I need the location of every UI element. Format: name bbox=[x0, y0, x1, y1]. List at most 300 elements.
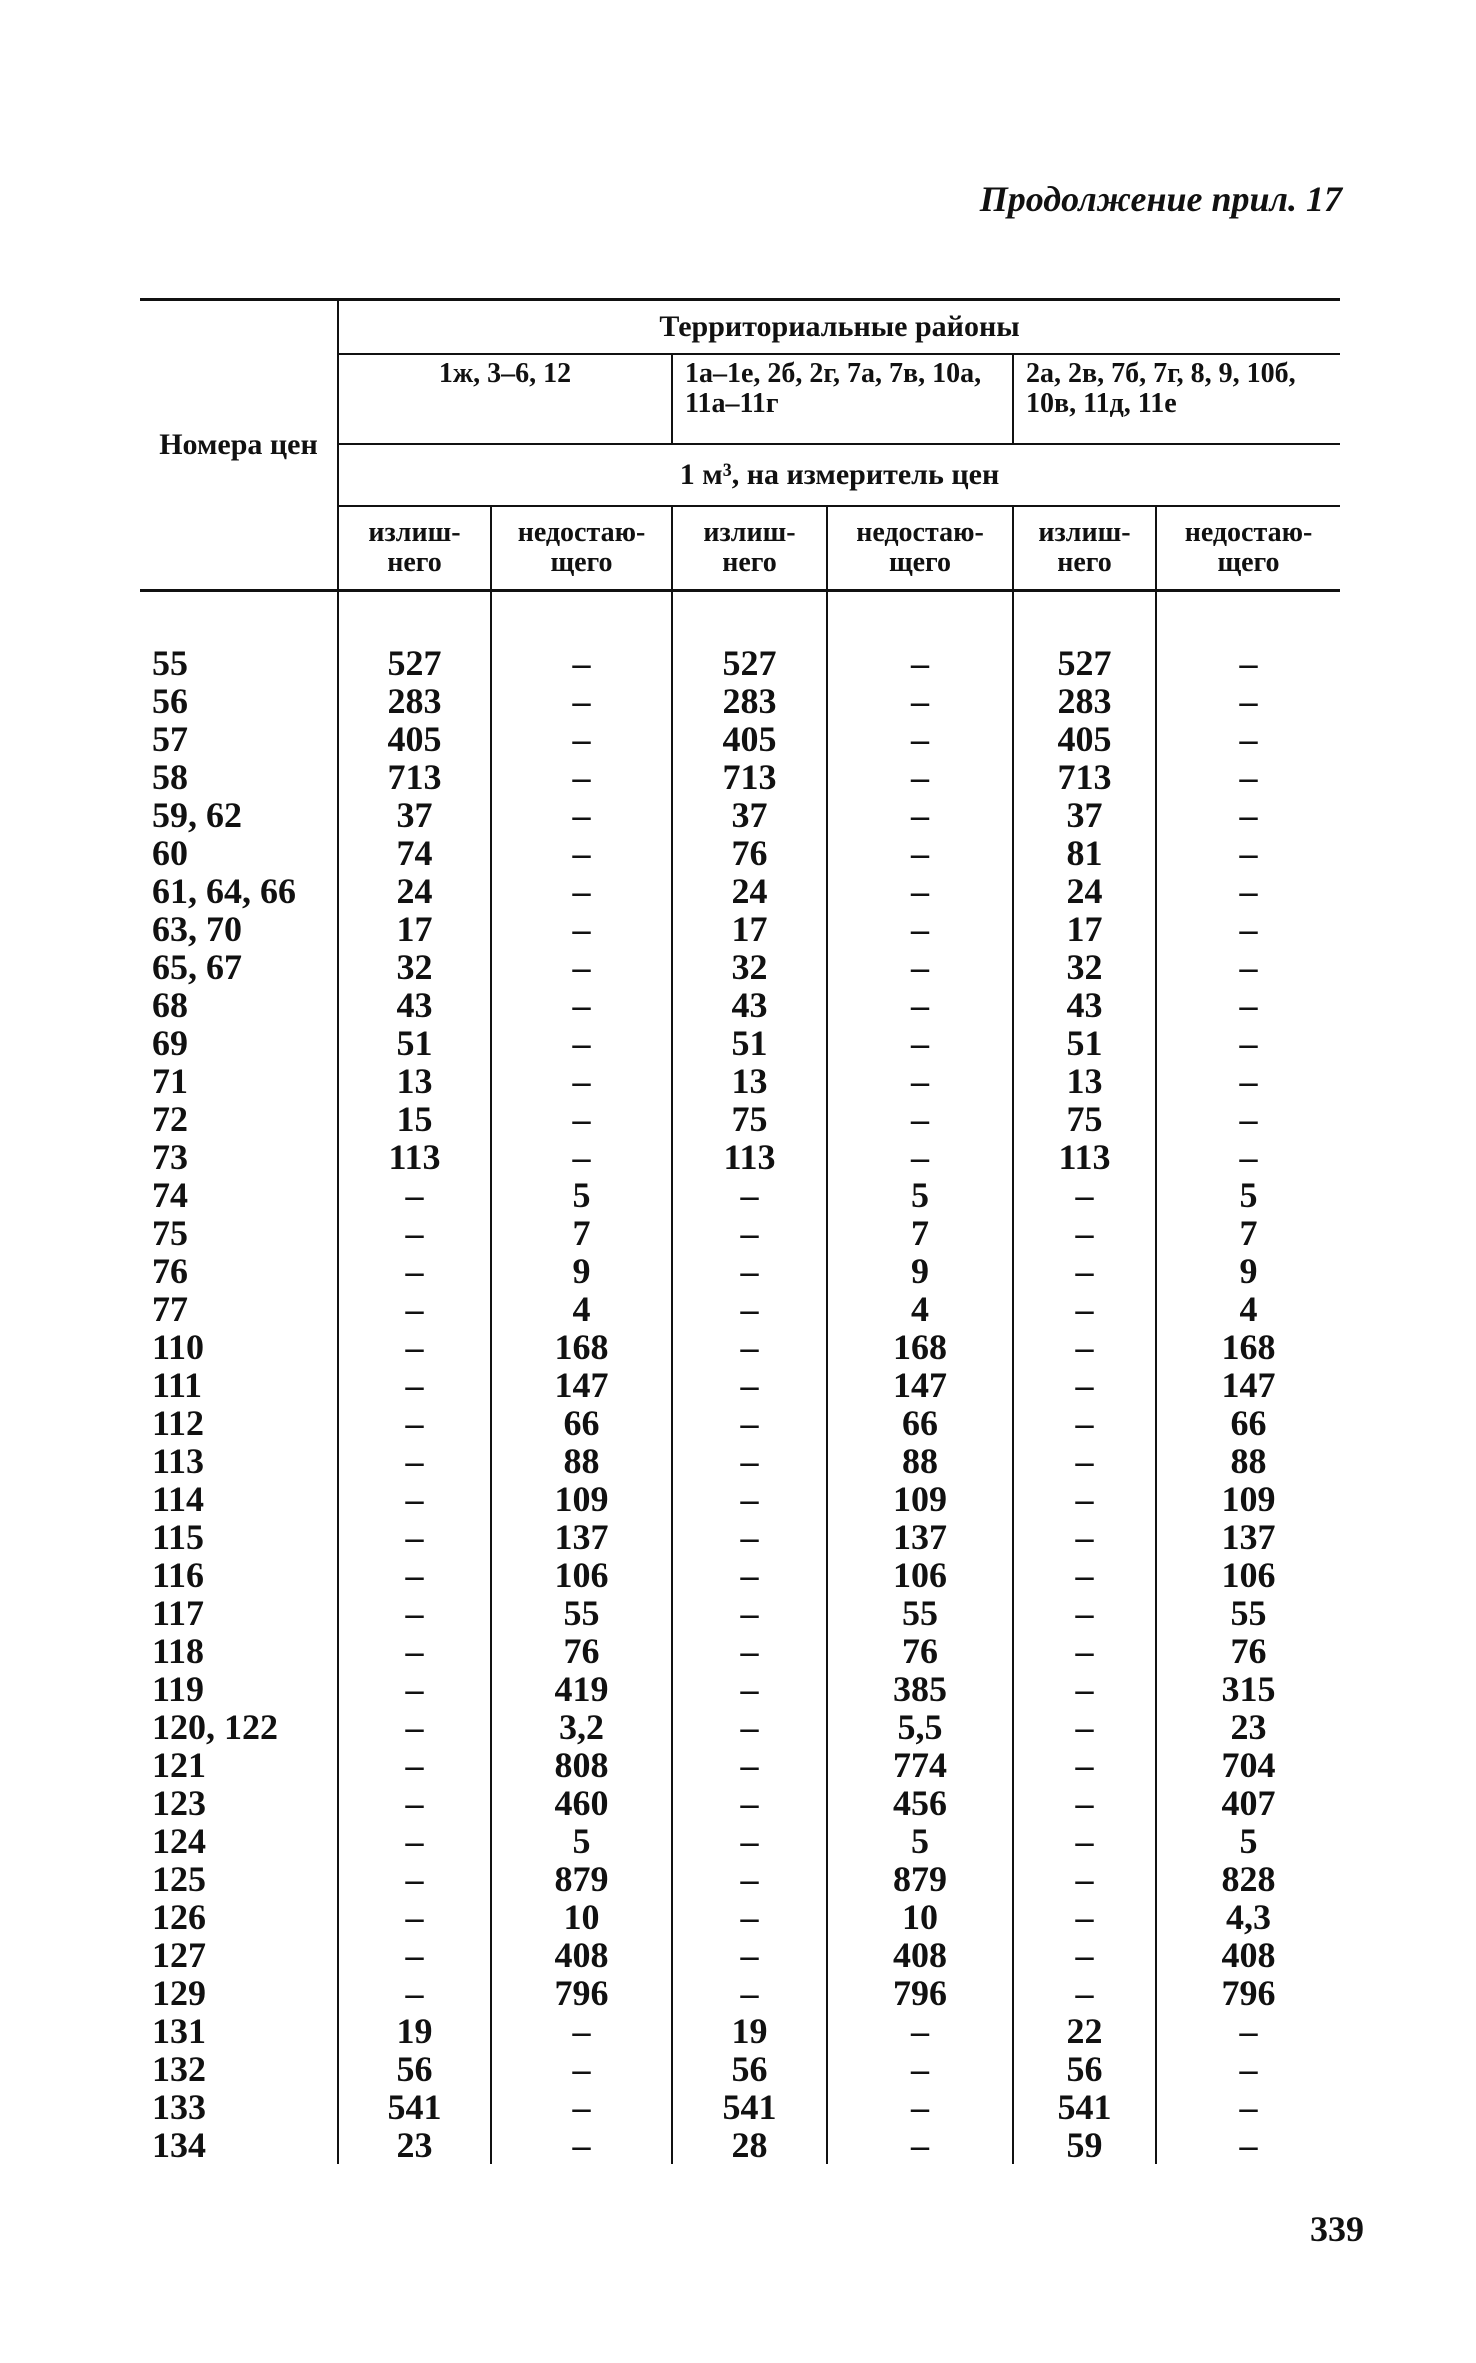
value-cell: 55 bbox=[491, 1594, 672, 1632]
value-cell: – bbox=[672, 1974, 827, 2012]
value-cell: 408 bbox=[491, 1936, 672, 1974]
value-cell: 713 bbox=[672, 758, 827, 796]
value-cell: – bbox=[491, 1024, 672, 1062]
value-cell: – bbox=[1013, 1860, 1156, 1898]
value-cell: 37 bbox=[1013, 796, 1156, 834]
value-cell: – bbox=[1013, 1822, 1156, 1860]
value-cell: 109 bbox=[827, 1480, 1013, 1518]
value-cell: – bbox=[1156, 682, 1340, 720]
price-number-cell: 68 bbox=[152, 985, 188, 1025]
value-cell: 4,3 bbox=[1156, 1898, 1340, 1936]
value-cell: – bbox=[1156, 872, 1340, 910]
value-cell: 55 bbox=[1156, 1594, 1340, 1632]
group-header: Территориальные районы bbox=[338, 300, 1340, 355]
value-cell: – bbox=[1156, 1138, 1340, 1176]
value-cell: 109 bbox=[491, 1480, 672, 1518]
value-cell: 283 bbox=[338, 682, 491, 720]
value-cell: – bbox=[1013, 1936, 1156, 1974]
value-cell: – bbox=[1013, 1594, 1156, 1632]
value-cell: 879 bbox=[827, 1860, 1013, 1898]
value-cell: 9 bbox=[827, 1252, 1013, 1290]
value-cell: 88 bbox=[1156, 1442, 1340, 1480]
value-cell: – bbox=[672, 1176, 827, 1214]
page-number: 339 bbox=[1310, 2209, 1364, 2249]
value-cell: – bbox=[672, 1328, 827, 1366]
price-number-cell: 60 bbox=[152, 833, 188, 873]
value-cell: 17 bbox=[1013, 910, 1156, 948]
table-row bbox=[140, 1214, 1340, 1252]
value-cell: – bbox=[672, 1556, 827, 1594]
value-cell: 527 bbox=[1013, 644, 1156, 682]
value-cell: 147 bbox=[491, 1366, 672, 1404]
value-cell: – bbox=[672, 1632, 827, 1670]
value-cell: 22 bbox=[1013, 2012, 1156, 2050]
value-cell: – bbox=[338, 1252, 491, 1290]
price-number-cell: 72 bbox=[152, 1099, 188, 1139]
value-cell: – bbox=[1156, 1100, 1340, 1138]
table-row bbox=[140, 1708, 1340, 1746]
value-cell: – bbox=[338, 1898, 491, 1936]
value-cell: 137 bbox=[827, 1518, 1013, 1556]
value-cell: 23 bbox=[338, 2126, 491, 2164]
price-number-cell: 115 bbox=[152, 1517, 205, 1557]
value-cell: 17 bbox=[338, 910, 491, 948]
value-cell: 5 bbox=[827, 1822, 1013, 1860]
value-cell: – bbox=[827, 758, 1013, 796]
value-cell: – bbox=[1156, 986, 1340, 1024]
value-cell: – bbox=[672, 1252, 827, 1290]
value-cell: 28 bbox=[672, 2126, 827, 2164]
price-number-cell: 126 bbox=[152, 1897, 206, 1937]
value-cell: – bbox=[1156, 2050, 1340, 2088]
value-cell: – bbox=[491, 2088, 672, 2126]
value-cell: 66 bbox=[491, 1404, 672, 1442]
value-cell: 19 bbox=[672, 2012, 827, 2050]
price-number-cell: 74 bbox=[152, 1175, 188, 1215]
value-cell: 147 bbox=[827, 1366, 1013, 1404]
value-cell: – bbox=[1013, 1328, 1156, 1366]
table-row bbox=[140, 1404, 1340, 1442]
value-cell: 5 bbox=[827, 1176, 1013, 1214]
table-row bbox=[140, 1442, 1340, 1480]
value-cell: 713 bbox=[338, 758, 491, 796]
unit-header: 1 м³, на измеритель цен bbox=[338, 444, 1340, 506]
table-row bbox=[140, 2012, 1340, 2050]
price-number-cell: 112 bbox=[152, 1403, 205, 1443]
value-cell: – bbox=[338, 1518, 491, 1556]
value-cell: 37 bbox=[672, 796, 827, 834]
value-cell: – bbox=[1013, 1252, 1156, 1290]
value-cell: 88 bbox=[827, 1442, 1013, 1480]
value-cell: – bbox=[1156, 796, 1340, 834]
value-cell: – bbox=[672, 1784, 827, 1822]
value-cell: 4 bbox=[491, 1290, 672, 1328]
table-row bbox=[140, 720, 1340, 758]
value-cell: 168 bbox=[491, 1328, 672, 1366]
value-cell: 32 bbox=[338, 948, 491, 986]
table-row bbox=[140, 910, 1340, 948]
price-number-cell: 117 bbox=[152, 1593, 205, 1633]
value-cell: – bbox=[338, 1556, 491, 1594]
value-cell: 13 bbox=[338, 1062, 491, 1100]
price-number-cell: 127 bbox=[152, 1935, 206, 1975]
price-number-cell: 118 bbox=[152, 1631, 205, 1671]
value-cell: – bbox=[672, 1442, 827, 1480]
value-cell: 405 bbox=[672, 720, 827, 758]
value-cell: – bbox=[672, 1860, 827, 1898]
value-cell: – bbox=[491, 2126, 672, 2164]
value-cell: 59 bbox=[1013, 2126, 1156, 2164]
table-row bbox=[140, 1062, 1340, 1100]
table-row bbox=[140, 2088, 1340, 2126]
value-cell: 713 bbox=[1013, 758, 1156, 796]
value-cell: – bbox=[1013, 1290, 1156, 1328]
value-cell: 43 bbox=[672, 986, 827, 1024]
table-row bbox=[140, 1632, 1340, 1670]
value-cell: – bbox=[491, 872, 672, 910]
value-cell: – bbox=[672, 1746, 827, 1784]
value-cell: 13 bbox=[1013, 1062, 1156, 1100]
value-cell: – bbox=[1013, 1898, 1156, 1936]
value-cell: – bbox=[672, 1936, 827, 1974]
value-cell: – bbox=[672, 1366, 827, 1404]
table-row bbox=[140, 834, 1340, 872]
table-row bbox=[140, 948, 1340, 986]
table-body bbox=[140, 591, 1340, 2165]
value-cell: 113 bbox=[338, 1138, 491, 1176]
value-cell: 24 bbox=[338, 872, 491, 910]
value-cell: 541 bbox=[1013, 2088, 1156, 2126]
value-cell: 527 bbox=[672, 644, 827, 682]
value-cell: – bbox=[1013, 1442, 1156, 1480]
price-number-cell: 132 bbox=[152, 2049, 206, 2089]
table-row bbox=[140, 682, 1340, 720]
sub-header: излиш-него bbox=[1013, 506, 1156, 591]
value-cell: 407 bbox=[1156, 1784, 1340, 1822]
value-cell: 37 bbox=[338, 796, 491, 834]
table-row bbox=[140, 1480, 1340, 1518]
value-cell: 106 bbox=[827, 1556, 1013, 1594]
value-cell: 147 bbox=[1156, 1366, 1340, 1404]
value-cell: – bbox=[1013, 1974, 1156, 2012]
table-row bbox=[140, 1138, 1340, 1176]
value-cell: – bbox=[1013, 1366, 1156, 1404]
value-cell: 808 bbox=[491, 1746, 672, 1784]
value-cell: 774 bbox=[827, 1746, 1013, 1784]
table-row bbox=[140, 1746, 1340, 1784]
table-row bbox=[140, 1366, 1340, 1404]
value-cell: – bbox=[338, 1670, 491, 1708]
value-cell: – bbox=[1013, 1556, 1156, 1594]
value-cell: – bbox=[491, 948, 672, 986]
value-cell: – bbox=[338, 1480, 491, 1518]
value-cell: 541 bbox=[338, 2088, 491, 2126]
table-row bbox=[140, 2050, 1340, 2088]
value-cell: – bbox=[338, 1366, 491, 1404]
value-cell: – bbox=[338, 1442, 491, 1480]
table-row bbox=[140, 1936, 1340, 1974]
price-number-cell: 121 bbox=[152, 1745, 206, 1785]
price-number-cell: 59, 62 bbox=[152, 795, 242, 835]
value-cell: – bbox=[827, 986, 1013, 1024]
value-cell: 541 bbox=[672, 2088, 827, 2126]
value-cell: – bbox=[827, 1138, 1013, 1176]
district-header: 1ж, 3–6, 12 bbox=[338, 354, 672, 444]
value-cell: 13 bbox=[672, 1062, 827, 1100]
value-cell: – bbox=[1156, 1062, 1340, 1100]
price-number-cell: 116 bbox=[152, 1555, 205, 1595]
value-cell: – bbox=[672, 1480, 827, 1518]
value-cell: – bbox=[338, 1708, 491, 1746]
value-cell: – bbox=[827, 872, 1013, 910]
price-number-cell: 134 bbox=[152, 2125, 206, 2165]
value-cell: – bbox=[491, 986, 672, 1024]
table-row bbox=[140, 2126, 1340, 2164]
price-number-cell: 125 bbox=[152, 1859, 206, 1899]
value-cell: 106 bbox=[1156, 1556, 1340, 1594]
value-cell: – bbox=[491, 1100, 672, 1138]
table-row bbox=[140, 1328, 1340, 1366]
value-cell: 76 bbox=[827, 1632, 1013, 1670]
value-cell: – bbox=[338, 1176, 491, 1214]
district-header: 2а, 2в, 7б, 7г, 8, 9, 10б, 10в, 11д, 11е bbox=[1013, 354, 1340, 444]
value-cell: 168 bbox=[1156, 1328, 1340, 1366]
value-cell: 23 bbox=[1156, 1708, 1340, 1746]
price-number-cell: 113 bbox=[152, 1441, 205, 1481]
value-cell: 51 bbox=[338, 1024, 491, 1062]
value-cell: 51 bbox=[672, 1024, 827, 1062]
value-cell: – bbox=[1013, 1404, 1156, 1442]
value-cell: 43 bbox=[338, 986, 491, 1024]
value-cell: 113 bbox=[1013, 1138, 1156, 1176]
price-number-cell: 55 bbox=[152, 643, 188, 683]
sub-header: недостаю-щего bbox=[491, 506, 672, 591]
value-cell: – bbox=[491, 758, 672, 796]
value-cell: 106 bbox=[491, 1556, 672, 1594]
value-cell: – bbox=[672, 1898, 827, 1936]
price-number-cell: 69 bbox=[152, 1023, 188, 1063]
value-cell: 66 bbox=[1156, 1404, 1340, 1442]
price-number-cell: 57 bbox=[152, 719, 188, 759]
table-row bbox=[140, 644, 1340, 682]
price-number-cell: 71 bbox=[152, 1061, 188, 1101]
value-cell: – bbox=[827, 2012, 1013, 2050]
price-number-cell: 124 bbox=[152, 1821, 206, 1861]
value-cell: 74 bbox=[338, 834, 491, 872]
value-cell: 419 bbox=[491, 1670, 672, 1708]
price-number-cell: 73 bbox=[152, 1137, 188, 1177]
value-cell: – bbox=[491, 1062, 672, 1100]
price-number-cell: 56 bbox=[152, 681, 188, 721]
value-cell: – bbox=[491, 834, 672, 872]
value-cell: 385 bbox=[827, 1670, 1013, 1708]
price-number-cell: 123 bbox=[152, 1783, 206, 1823]
value-cell: – bbox=[491, 796, 672, 834]
value-cell: – bbox=[827, 1062, 1013, 1100]
price-number-cell: 129 bbox=[152, 1973, 206, 2013]
value-cell: – bbox=[1013, 1518, 1156, 1556]
value-cell: 796 bbox=[827, 1974, 1013, 2012]
value-cell: – bbox=[672, 1404, 827, 1442]
table-row bbox=[140, 1556, 1340, 1594]
value-cell: – bbox=[491, 2012, 672, 2050]
value-cell: 5,5 bbox=[827, 1708, 1013, 1746]
price-number-cell: 76 bbox=[152, 1251, 188, 1291]
table-row bbox=[140, 986, 1340, 1024]
value-cell: – bbox=[827, 910, 1013, 948]
value-cell: 315 bbox=[1156, 1670, 1340, 1708]
value-cell: – bbox=[1156, 758, 1340, 796]
price-number-cell: 58 bbox=[152, 757, 188, 797]
value-cell: 283 bbox=[672, 682, 827, 720]
value-cell: 828 bbox=[1156, 1860, 1340, 1898]
value-cell: 704 bbox=[1156, 1746, 1340, 1784]
value-cell: 19 bbox=[338, 2012, 491, 2050]
price-number-cell: 114 bbox=[152, 1479, 205, 1519]
value-cell: 55 bbox=[827, 1594, 1013, 1632]
price-number-cell: 120, 122 bbox=[152, 1707, 278, 1747]
continuation-note: Продолжение прил. 17 bbox=[979, 179, 1342, 219]
value-cell: – bbox=[1013, 1784, 1156, 1822]
value-cell: 460 bbox=[491, 1784, 672, 1822]
value-cell: – bbox=[1156, 2088, 1340, 2126]
value-cell: 10 bbox=[827, 1898, 1013, 1936]
value-cell: 796 bbox=[1156, 1974, 1340, 2012]
price-number-cell: 111 bbox=[152, 1365, 203, 1405]
price-table bbox=[140, 298, 1340, 2164]
value-cell: 5 bbox=[491, 1176, 672, 1214]
value-cell: 405 bbox=[1013, 720, 1156, 758]
sub-header: излиш-него bbox=[338, 506, 491, 591]
value-cell: – bbox=[827, 2050, 1013, 2088]
value-cell: 10 bbox=[491, 1898, 672, 1936]
value-cell: 56 bbox=[672, 2050, 827, 2088]
price-number-cell: 119 bbox=[152, 1669, 205, 1709]
value-cell: – bbox=[1013, 1480, 1156, 1518]
value-cell: – bbox=[827, 796, 1013, 834]
value-cell: 796 bbox=[491, 1974, 672, 2012]
price-number-cell: 133 bbox=[152, 2087, 206, 2127]
value-cell: – bbox=[1156, 644, 1340, 682]
table-row bbox=[140, 1860, 1340, 1898]
value-cell: – bbox=[827, 2088, 1013, 2126]
value-cell: – bbox=[338, 1784, 491, 1822]
value-cell: – bbox=[338, 1328, 491, 1366]
value-cell: – bbox=[827, 2126, 1013, 2164]
row-header: Номера цен bbox=[140, 300, 338, 591]
value-cell: – bbox=[338, 1822, 491, 1860]
value-cell: 168 bbox=[827, 1328, 1013, 1366]
value-cell: 137 bbox=[1156, 1518, 1340, 1556]
value-cell: 4 bbox=[827, 1290, 1013, 1328]
price-number-cell: 110 bbox=[152, 1327, 205, 1367]
value-cell: – bbox=[1156, 948, 1340, 986]
value-cell: 56 bbox=[338, 2050, 491, 2088]
value-cell: 43 bbox=[1013, 986, 1156, 1024]
value-cell: – bbox=[672, 1708, 827, 1746]
price-number-cell: 65, 67 bbox=[152, 947, 242, 987]
value-cell: 109 bbox=[1156, 1480, 1340, 1518]
table-row bbox=[140, 1822, 1340, 1860]
table-row bbox=[140, 872, 1340, 910]
price-number-cell: 75 bbox=[152, 1213, 188, 1253]
value-cell: 17 bbox=[672, 910, 827, 948]
value-cell: 56 bbox=[1013, 2050, 1156, 2088]
value-cell: 7 bbox=[1156, 1214, 1340, 1252]
value-cell: – bbox=[1013, 1746, 1156, 1784]
value-cell: – bbox=[827, 682, 1013, 720]
price-number-cell: 131 bbox=[152, 2011, 206, 2051]
table-row bbox=[140, 796, 1340, 834]
value-cell: – bbox=[491, 2050, 672, 2088]
sub-header: излиш-него bbox=[672, 506, 827, 591]
value-cell: 81 bbox=[1013, 834, 1156, 872]
value-cell: – bbox=[338, 1404, 491, 1442]
table-row bbox=[140, 1100, 1340, 1138]
value-cell: – bbox=[1156, 2126, 1340, 2164]
value-cell: – bbox=[338, 1290, 491, 1328]
value-cell: – bbox=[672, 1822, 827, 1860]
value-cell: – bbox=[827, 644, 1013, 682]
price-number-cell: 61, 64, 66 bbox=[152, 871, 296, 911]
value-cell: – bbox=[827, 1100, 1013, 1138]
value-cell: 66 bbox=[827, 1404, 1013, 1442]
value-cell: 5 bbox=[491, 1822, 672, 1860]
table-row bbox=[140, 1176, 1340, 1214]
table-row bbox=[140, 1518, 1340, 1556]
value-cell: 76 bbox=[491, 1632, 672, 1670]
value-cell: 9 bbox=[1156, 1252, 1340, 1290]
table-row bbox=[140, 758, 1340, 796]
value-cell: – bbox=[338, 1214, 491, 1252]
value-cell: 75 bbox=[672, 1100, 827, 1138]
value-cell: – bbox=[338, 1594, 491, 1632]
value-cell: 76 bbox=[672, 834, 827, 872]
value-cell: – bbox=[1156, 910, 1340, 948]
value-cell: 5 bbox=[1156, 1822, 1340, 1860]
value-cell: 5 bbox=[1156, 1176, 1340, 1214]
value-cell: 7 bbox=[491, 1214, 672, 1252]
value-cell: – bbox=[491, 910, 672, 948]
value-cell: 405 bbox=[338, 720, 491, 758]
value-cell: – bbox=[1013, 1214, 1156, 1252]
value-cell: – bbox=[338, 1936, 491, 1974]
value-cell: – bbox=[672, 1214, 827, 1252]
value-cell: 456 bbox=[827, 1784, 1013, 1822]
value-cell: – bbox=[827, 1024, 1013, 1062]
value-cell: 15 bbox=[338, 1100, 491, 1138]
price-number-cell: 77 bbox=[152, 1289, 188, 1329]
value-cell: – bbox=[491, 720, 672, 758]
spacer-row bbox=[140, 591, 1340, 645]
value-cell: 527 bbox=[338, 644, 491, 682]
sub-header: недостаю-щего bbox=[827, 506, 1013, 591]
table-row bbox=[140, 1784, 1340, 1822]
value-cell: – bbox=[672, 1290, 827, 1328]
value-cell: 113 bbox=[672, 1138, 827, 1176]
table-row bbox=[140, 1252, 1340, 1290]
value-cell: – bbox=[827, 834, 1013, 872]
value-cell: – bbox=[1156, 720, 1340, 758]
table-row bbox=[140, 1670, 1340, 1708]
value-cell: – bbox=[1013, 1176, 1156, 1214]
value-cell: – bbox=[338, 1974, 491, 2012]
value-cell: – bbox=[1013, 1632, 1156, 1670]
value-cell: 24 bbox=[1013, 872, 1156, 910]
value-cell: – bbox=[827, 720, 1013, 758]
value-cell: 88 bbox=[491, 1442, 672, 1480]
value-cell: 76 bbox=[1156, 1632, 1340, 1670]
